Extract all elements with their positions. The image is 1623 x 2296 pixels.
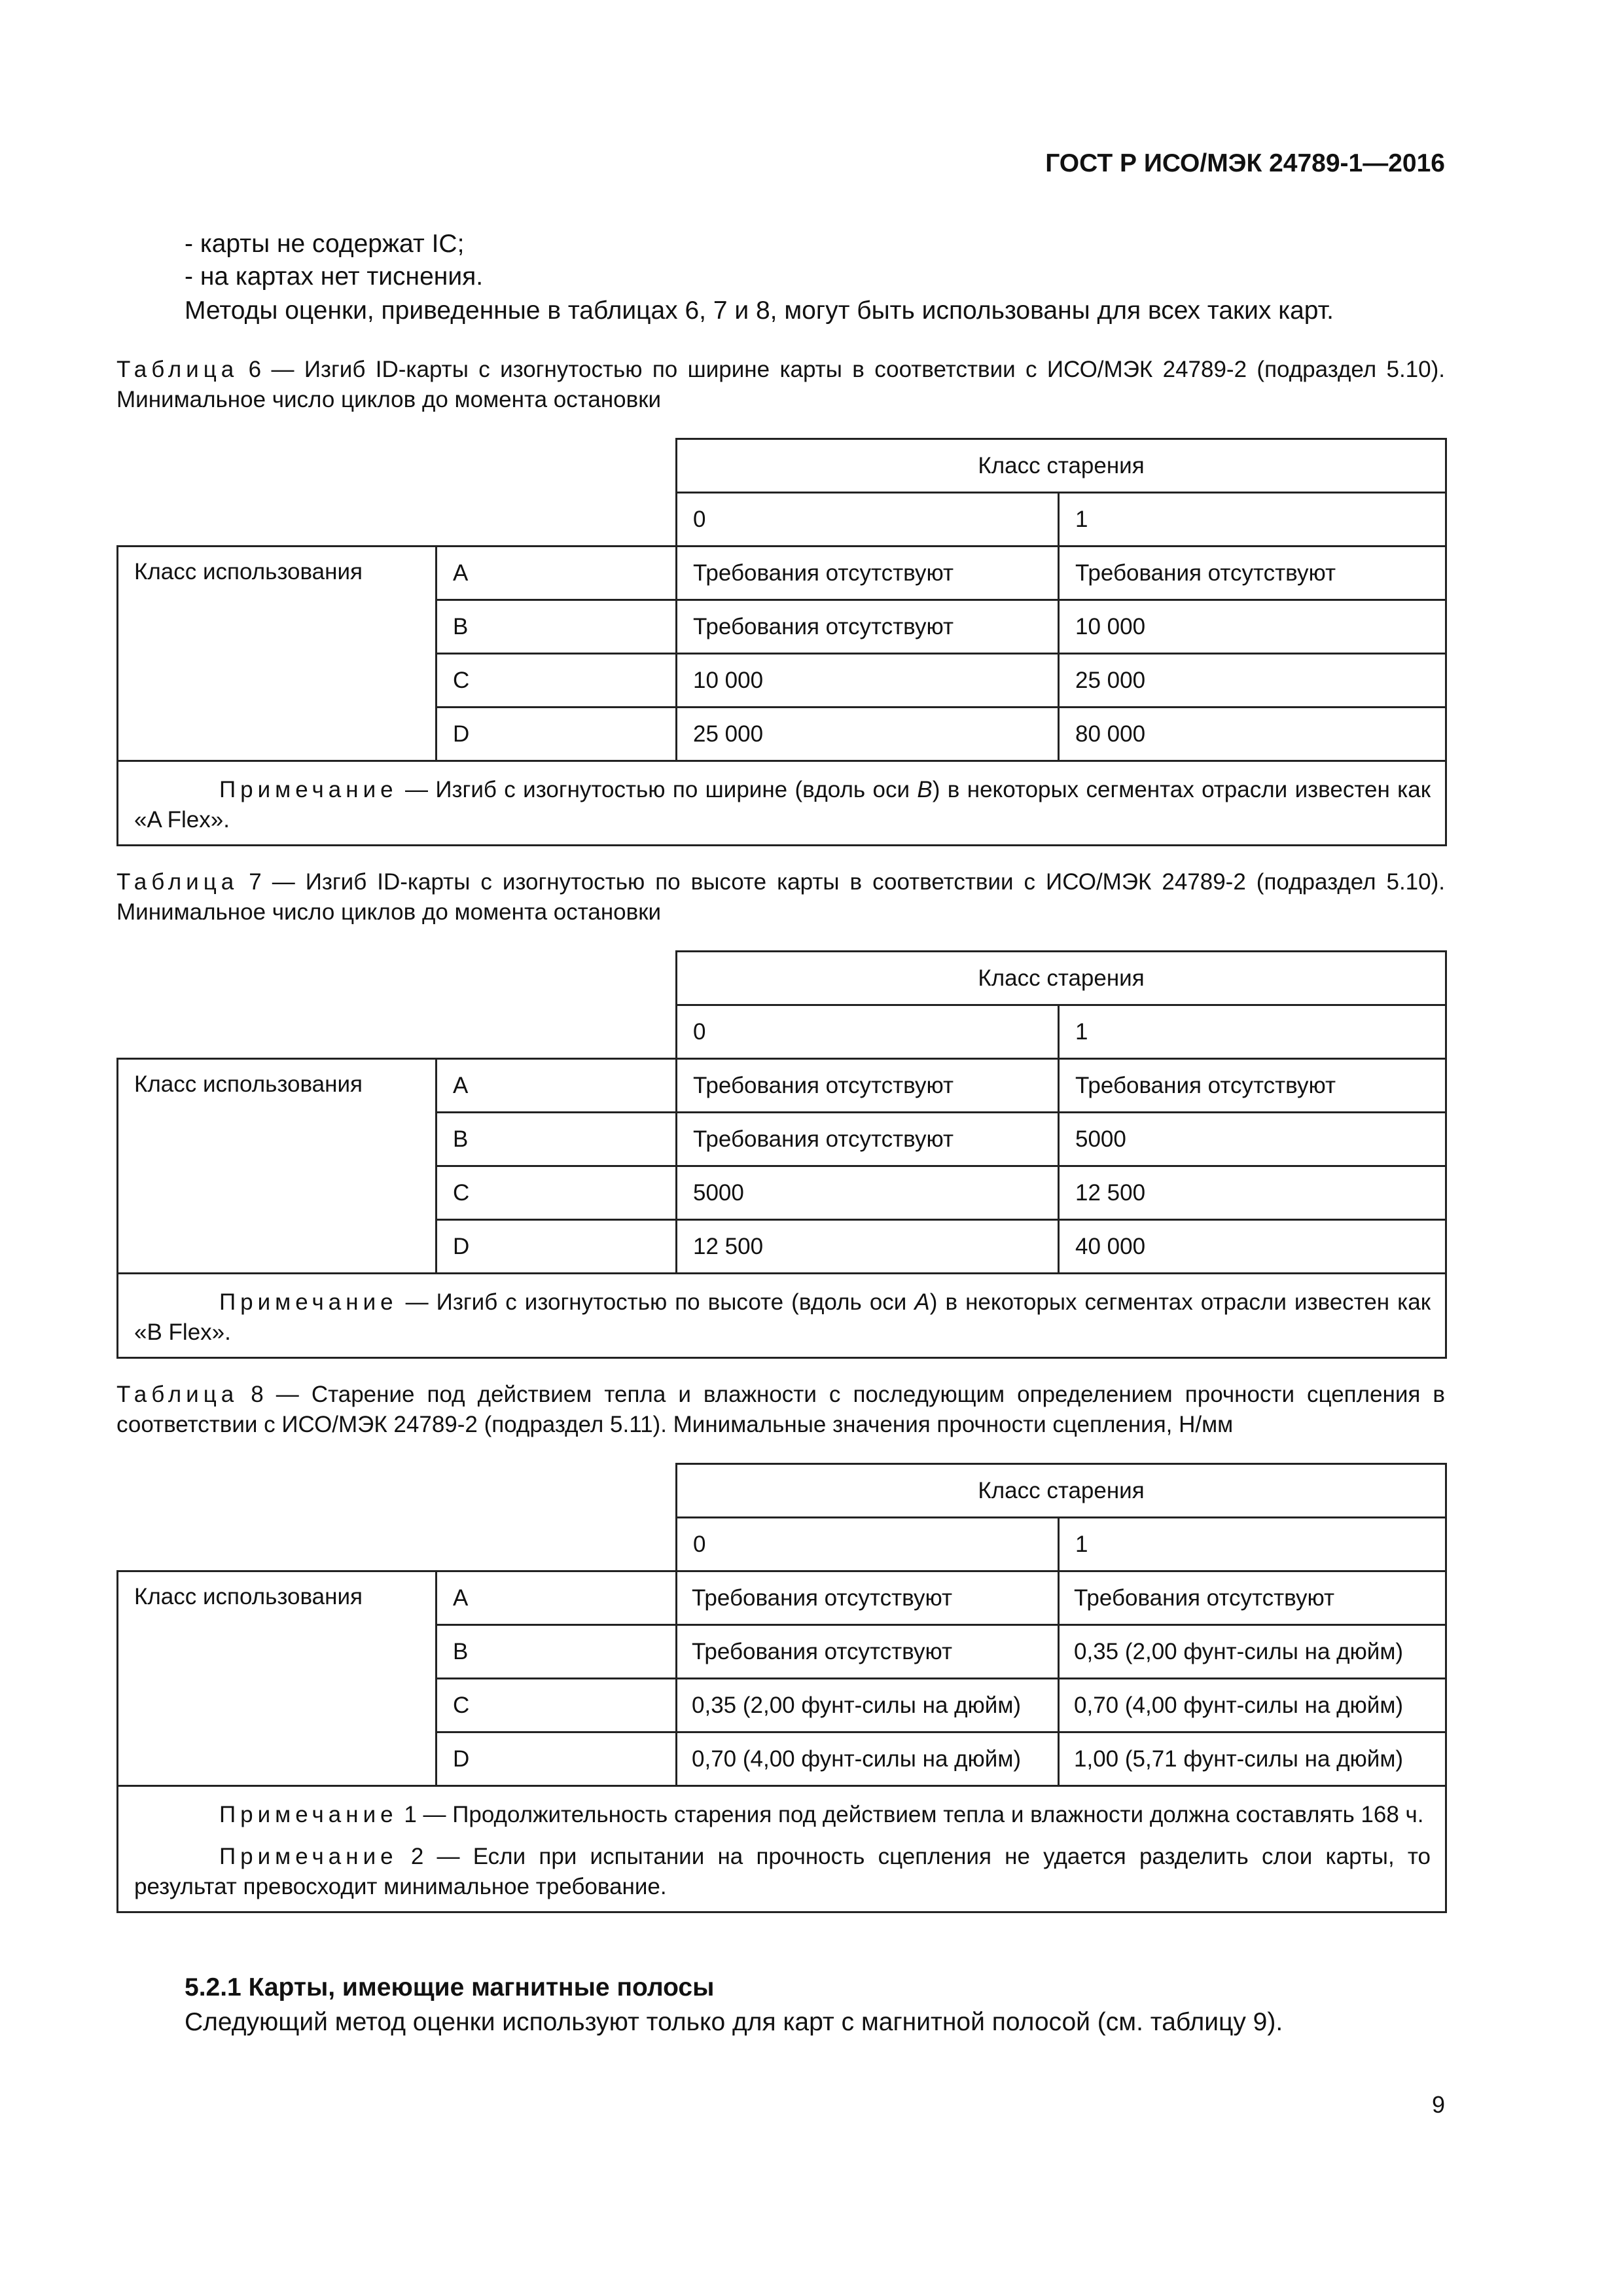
- table6-usage-class-label: Класс использования: [118, 547, 437, 761]
- table6-caption-text: 6 — Изгиб ID-карты с изогнутостью по ширине карты в соответствии с ИСО/МЭК 24789-2 (подраздел 5.10). Минимальное число циклов до момента остановки: [116, 357, 1445, 412]
- table8-col-1-header: 1: [1059, 1518, 1446, 1571]
- table6-label: Таблица: [116, 357, 239, 382]
- table6-cell-c-1: 25 000: [1059, 654, 1446, 708]
- document-header: ГОСТ Р ИСО/МЭК 24789-1—2016: [1045, 149, 1445, 177]
- table7-note-text-b: ) в некоторых сегментах отрасли известен как «B Flex».: [134, 1289, 1431, 1345]
- table8-cell-a-0: Требования отсутствуют: [677, 1571, 1059, 1625]
- table7-caption: [116, 867, 1445, 927]
- table7-cell-a-0: Требования отсутствуют: [677, 1059, 1059, 1113]
- table7-col-1-header: 1: [1059, 1005, 1446, 1059]
- table7-row-d-label: D: [437, 1220, 677, 1274]
- table8-cell-c-1: 0,70 (4,00 фунт-силы на дюйм): [1059, 1679, 1446, 1732]
- table7-row-b-label: B: [437, 1113, 677, 1166]
- section-heading: 5.2.1 Карты, имеющие магнитные полосы: [185, 1973, 715, 2001]
- table8-row-b-label: B: [437, 1625, 677, 1679]
- table7-cell-d-1: 40 000: [1059, 1220, 1446, 1274]
- table8-note-2-label: Примечание: [219, 1844, 398, 1869]
- intro-item-no-embossing: - на картах нет тиснения.: [185, 262, 484, 291]
- table6-note-text-b: ) в некоторых сегментах отрасли известен как «A Flex».: [134, 777, 1431, 833]
- table7-cell-b-0: Требования отсутствуют: [677, 1113, 1059, 1166]
- table6: [116, 438, 1447, 846]
- table8-note-1-label: Примечание: [219, 1802, 398, 1827]
- table7-row-a-label: A: [437, 1059, 677, 1113]
- table8-usage-class-label: Класс использования: [118, 1571, 437, 1786]
- table8-aging-class-header: Класс старения: [677, 1464, 1446, 1518]
- table6-cell-d-1: 80 000: [1059, 708, 1446, 761]
- table7-note-text-a: Изгиб с изогнутостью по высоте (вдоль оси: [436, 1289, 915, 1315]
- table6-cell-b-1: 10 000: [1059, 600, 1446, 654]
- table8-cell-a-1: Требования отсутствуют: [1059, 1571, 1446, 1625]
- table7-label: Таблица: [116, 869, 239, 895]
- table7-cell-c-1: 12 500: [1059, 1166, 1446, 1220]
- table8-note-1: [134, 1800, 1431, 1830]
- table6-col-0-header: 0: [677, 493, 1059, 547]
- section-text: Следующий метод оценки используют только для карт с магнитной полосой (см. таблицу 9).: [185, 2008, 1283, 2036]
- table8-note-2: [134, 1842, 1431, 1902]
- table6-note: [118, 761, 1446, 846]
- table6-row-a-label: A: [437, 547, 677, 600]
- table8-cell-d-0: 0,70 (4,00 фунт-силы на дюйм): [677, 1732, 1059, 1786]
- table8-note-1-number: 1 —: [397, 1802, 453, 1827]
- table7-corner: [118, 952, 677, 1059]
- table8-cell-b-1: 0,35 (2,00 фунт-силы на дюйм): [1059, 1625, 1446, 1679]
- table6-corner: [118, 439, 677, 547]
- table6-cell-c-0: 10 000: [677, 654, 1059, 708]
- table8-note-1-text: Продолжительность старения под действием тепла и влажности должна составлять 168 ч.: [452, 1802, 1424, 1827]
- table8-note-2-text: Если при испытании на прочность сцепления не удается разделить слои карты, то результат превосходит минимальное требование.: [134, 1844, 1431, 1899]
- table6-caption: [116, 355, 1445, 415]
- table7-caption-text: 7 — Изгиб ID-карты с изогнутостью по высоте карты в соответствии с ИСО/МЭК 24789-2 (подраздел 5.10). Минимальное число циклов до момента остановки: [116, 869, 1445, 925]
- table6-row-b-label: B: [437, 600, 677, 654]
- table7-cell-a-1: Требования отсутствуют: [1059, 1059, 1446, 1113]
- table6-cell-a-1: Требования отсутствуют: [1059, 547, 1446, 600]
- table8-caption-text: 8 — Старение под действием тепла и влажности с последующим определением прочности сцепления в соответствии с ИСО/МЭК 24789-2 (подраздел 5.11). Минимальные значения прочности сцепления, Н/мм: [116, 1382, 1445, 1437]
- table8-cell-d-1: 1,00 (5,71 фунт-силы на дюйм): [1059, 1732, 1446, 1786]
- table6-aging-class-header: Класс старения: [677, 439, 1446, 493]
- table7-cell-b-1: 5000: [1059, 1113, 1446, 1166]
- table7-note-axis: A: [914, 1289, 930, 1315]
- table6-row-c-label: C: [437, 654, 677, 708]
- table7-row-c-label: C: [437, 1166, 677, 1220]
- page-number: 9: [1431, 2091, 1445, 2118]
- table6-col-1-header: 1: [1059, 493, 1446, 547]
- table6-row-d-label: D: [437, 708, 677, 761]
- table8-label: Таблица: [116, 1382, 239, 1407]
- table8-notes: [118, 1786, 1446, 1912]
- table6-note-dash: —: [397, 777, 436, 802]
- intro-item-no-ic: - карты не содержат IC;: [185, 230, 465, 258]
- table6-note-text-a: Изгиб с изогнутостью по ширине (вдоль оси: [435, 777, 918, 802]
- table8-caption: [116, 1380, 1445, 1440]
- table7-col-0-header: 0: [677, 1005, 1059, 1059]
- table7-usage-class-label: Класс использования: [118, 1059, 437, 1274]
- table8-row-d-label: D: [437, 1732, 677, 1786]
- table7-cell-c-0: 5000: [677, 1166, 1059, 1220]
- table6-cell-d-0: 25 000: [677, 708, 1059, 761]
- table7-aging-class-header: Класс старения: [677, 952, 1446, 1005]
- table8-col-0-header: 0: [677, 1518, 1059, 1571]
- table8-note-2-number: 2 —: [397, 1844, 473, 1869]
- table8-cell-b-0: Требования отсутствуют: [677, 1625, 1059, 1679]
- table8-cell-c-0: 0,35 (2,00 фунт-силы на дюйм): [677, 1679, 1059, 1732]
- table6-cell-b-0: Требования отсутствуют: [677, 600, 1059, 654]
- table6-note-label: Примечание: [219, 777, 398, 802]
- table7-note-label: Примечание: [219, 1289, 398, 1315]
- table7-note-dash: —: [397, 1289, 437, 1315]
- table7: [116, 950, 1447, 1359]
- table7-cell-d-0: 12 500: [677, 1220, 1059, 1274]
- table8: [116, 1463, 1447, 1913]
- table7-note: [118, 1274, 1446, 1358]
- table6-cell-a-0: Требования отсутствуют: [677, 547, 1059, 600]
- table6-note-axis: B: [917, 777, 933, 802]
- table8-row-a-label: A: [437, 1571, 677, 1625]
- table8-corner: [118, 1464, 677, 1571]
- intro-paragraph: Методы оценки, приведенные в таблицах 6, 7 и 8, могут быть использованы для всех таких карт.: [185, 296, 1334, 325]
- table8-row-c-label: C: [437, 1679, 677, 1732]
